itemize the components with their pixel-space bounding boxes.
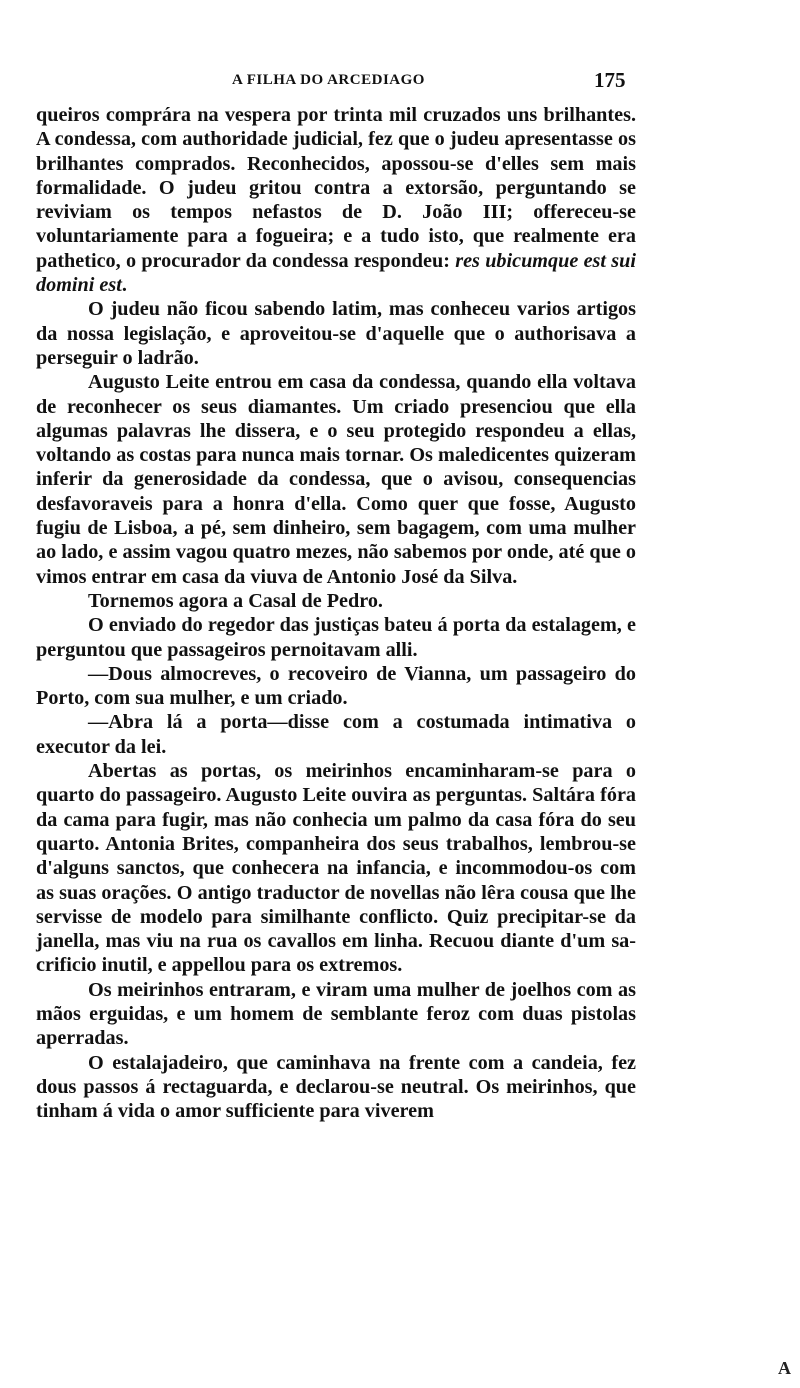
body-text [36,103,636,1123]
paragraph-3: Augusto Leite entrou em casa da condessa, quando ella voltava de reconhecer os seus diamantes. Um criado presenciou que ella algumas palavras lhe dissera, e o seu protegido respondeu a ellas, voltando as costas para nunca mais tornar. Os maledicentes quizeram inferir da generosidade da condessa, que o avisou, consequencias desfavoraveis para a honra d'ella. Como quer que fosse, Augusto fugiu de Lisboa, a pé, sem dinheiro, sem bagagem, com uma mulher ao lado, e assim vagou quatro mezes, não sabemos por onde, até que o vimos entrar em casa da viuva de Antonio José da Silva. [36,371,636,588]
running-title: A FILHA DO ARCEDIAGO [232,72,425,88]
corner-mark: A [778,1358,791,1378]
running-header [0,64,800,94]
paragraph-9: Os meirinhos entraram, e viram uma mulher de joelhos com as mãos erguidas, e um homem de semblante feroz com duas pistolas aperradas. [36,978,636,1050]
paragraph-6: —Dous almocreves, o recoveiro de Vianna, um passageiro do Porto, com sua mulher, e um criado. [36,662,636,710]
paragraph-8: Abertas as portas, os meirinhos encaminharam-se para o quarto do passageiro. Augusto Leite ouvira as perguntas. Saltára fóra da cama para fugir, mas não conhecia um palmo da casa fóra do seu quarto. Antonia Brites, companheira dos seus trabalhos, lembrou-se d'alguns sanctos, que conhecera na infancia, e incommodou-os com as suas orações. O antigo traductor de novellas não lêra cousa que lhe servisse de modelo para similhante conflicto. Quiz precipitar-se da janella, mas viu na rua os cavallos em linha. Recuou diante d'um sacrificio inutil, e appellou para os extremos. [36,760,636,977]
paragraph-10: O estalajadeiro, que caminhava na frente com a candeia, fez dous passos á rectaguarda, e declarou-se neutral. Os meirinhos, que tinham á vida o amor sufficiente para viverem [36,1051,636,1123]
paragraph-1-end: . [121,274,127,297]
paragraph-7: —Abra lá a porta—disse com a costumada intimativa o executor da lei. [36,711,636,758]
paragraph-4: Tornemos agora a Casal de Pedro. [88,589,383,612]
paragraph-1-text: queiros comprára na vespera por trinta mil cruzados uns brilhantes. A condessa, com authoridade judicial, fez que o judeu apresentasse os brilhantes comprados. Reconhecidos, apossou-se d'elles sem mais formalidade. O judeu gritou contra a extorsão, perguntando se reviviam os tempos nefastos de D. João III; offereceu-se voluntariamente para a fogueira; e a tudo isto, que realmente era pathetico, o procurador da condessa respondeu: [36,104,636,272]
latin-phrase: res ubicumque est sui domini est [36,249,636,297]
page-number: 175 [594,68,626,92]
paragraph-5: O enviado do regedor das justiças bateu á porta da estalagem, e perguntou que passageiros pernoitavam alli. [36,614,636,661]
paragraph-2: O judeu não ficou sabendo latim, mas conheceu varios artigos da nossa legislação, e aproveitou-se d'aquelle que o authorisava a perseguir o ladrão. [36,298,636,369]
paragraph-1 [36,103,636,297]
